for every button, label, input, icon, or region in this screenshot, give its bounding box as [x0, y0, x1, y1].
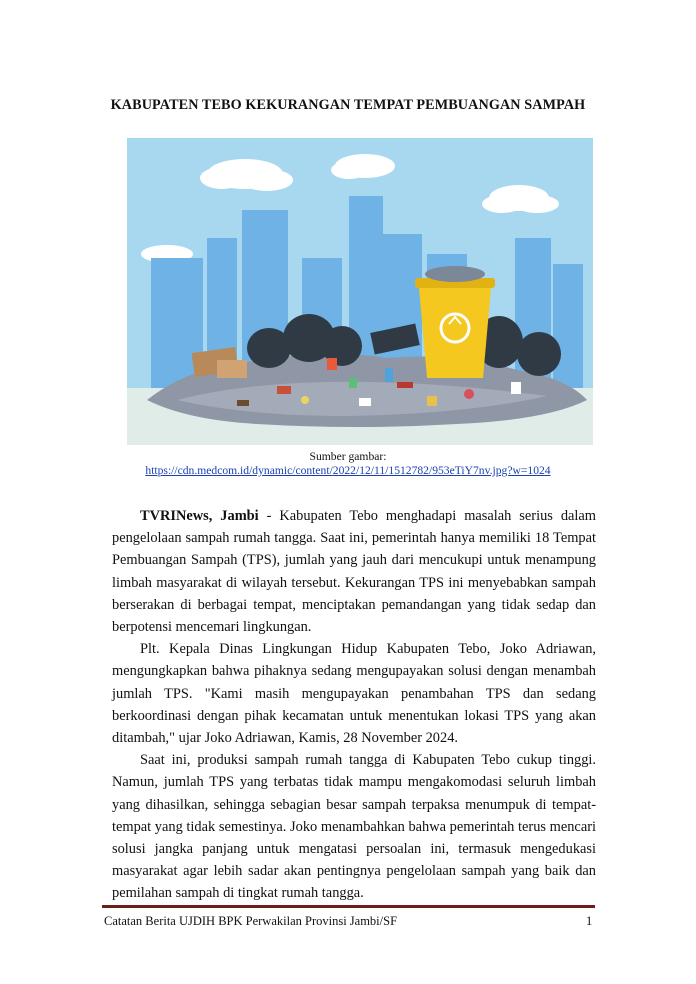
page-number: 1 — [586, 914, 593, 928]
paragraph-3: Saat ini, produksi sampah rumah tangga di Kabupaten Tebo cukup tinggi. Namun, jumlah TPS yang terbatas tidak mampu mengakomodasi seluruh limbah yang dihasilkan, sehingga sebagian besar sampah terpaksa menumpuk di tempat-tempat yang tidak semestinya. Joko menambahkan bahwa pemerintah terus mencari solusi jangka panjang untuk mengatasi persoalan ini, termasuk mengedukasi masyarakat agar lebih sadar akan pentingnya pengelolaan sampah yang baik dan pemilahan sampah di tingkat rumah tangga. — [112, 752, 596, 902]
page-title: KABUPATEN TEBO KEKURANGAN TEMPAT PEMBUANGAN SAMPAH — [110, 97, 586, 113]
article-body — [112, 505, 596, 905]
article-image — [127, 138, 593, 445]
paragraph-2: Plt. Kepala Dinas Lingkungan Hidup Kabupaten Tebo, Joko Adriawan, mengungkapkan bahwa pihaknya sedang mengupayakan solusi dengan menambah jumlah TPS. "Kami masih mengupayakan penambahan TPS dan sedang berkoordinasi dengan pihak kecamatan untuk menentukan lokasi TPS yang akan ditambah," ujar Joko Adriawan, Kamis, 28 November 2024. — [112, 641, 596, 747]
dateline: TVRINews, Jambi — [140, 508, 259, 524]
caption-label: Sumber gambar: — [309, 450, 387, 463]
paragraph-1-text: - Kabupaten Tebo menghadapi masalah serius dalam pengelolaan sampah rumah tangga. Saat ini, pemerintah hanya memiliki 18 Tempat Pembuangan Sampah (TPS), jumlah yang jauh dari mencukupi untuk menampung limbah masyarakat di wilayah tersebut. Kekurangan TPS ini menyebabkan sampah berserakan di berbagai tempat, menciptakan pemandangan yang tidak sedap dan berpotensi mencemari lingkungan. — [112, 508, 596, 636]
footer-divider — [102, 905, 595, 908]
trash-pile-illustration-icon — [127, 138, 593, 445]
caption-source-link[interactable]: https://cdn.medcom.id/dynamic/content/2022/12/11/1512782/953eTiY7nv.jpg?w=1024 — [145, 464, 551, 477]
footer-source: Catatan Berita UJDIH BPK Perwakilan Provinsi Jambi/SF — [104, 914, 398, 928]
image-caption — [0, 450, 696, 478]
paragraph-1 — [112, 505, 596, 638]
